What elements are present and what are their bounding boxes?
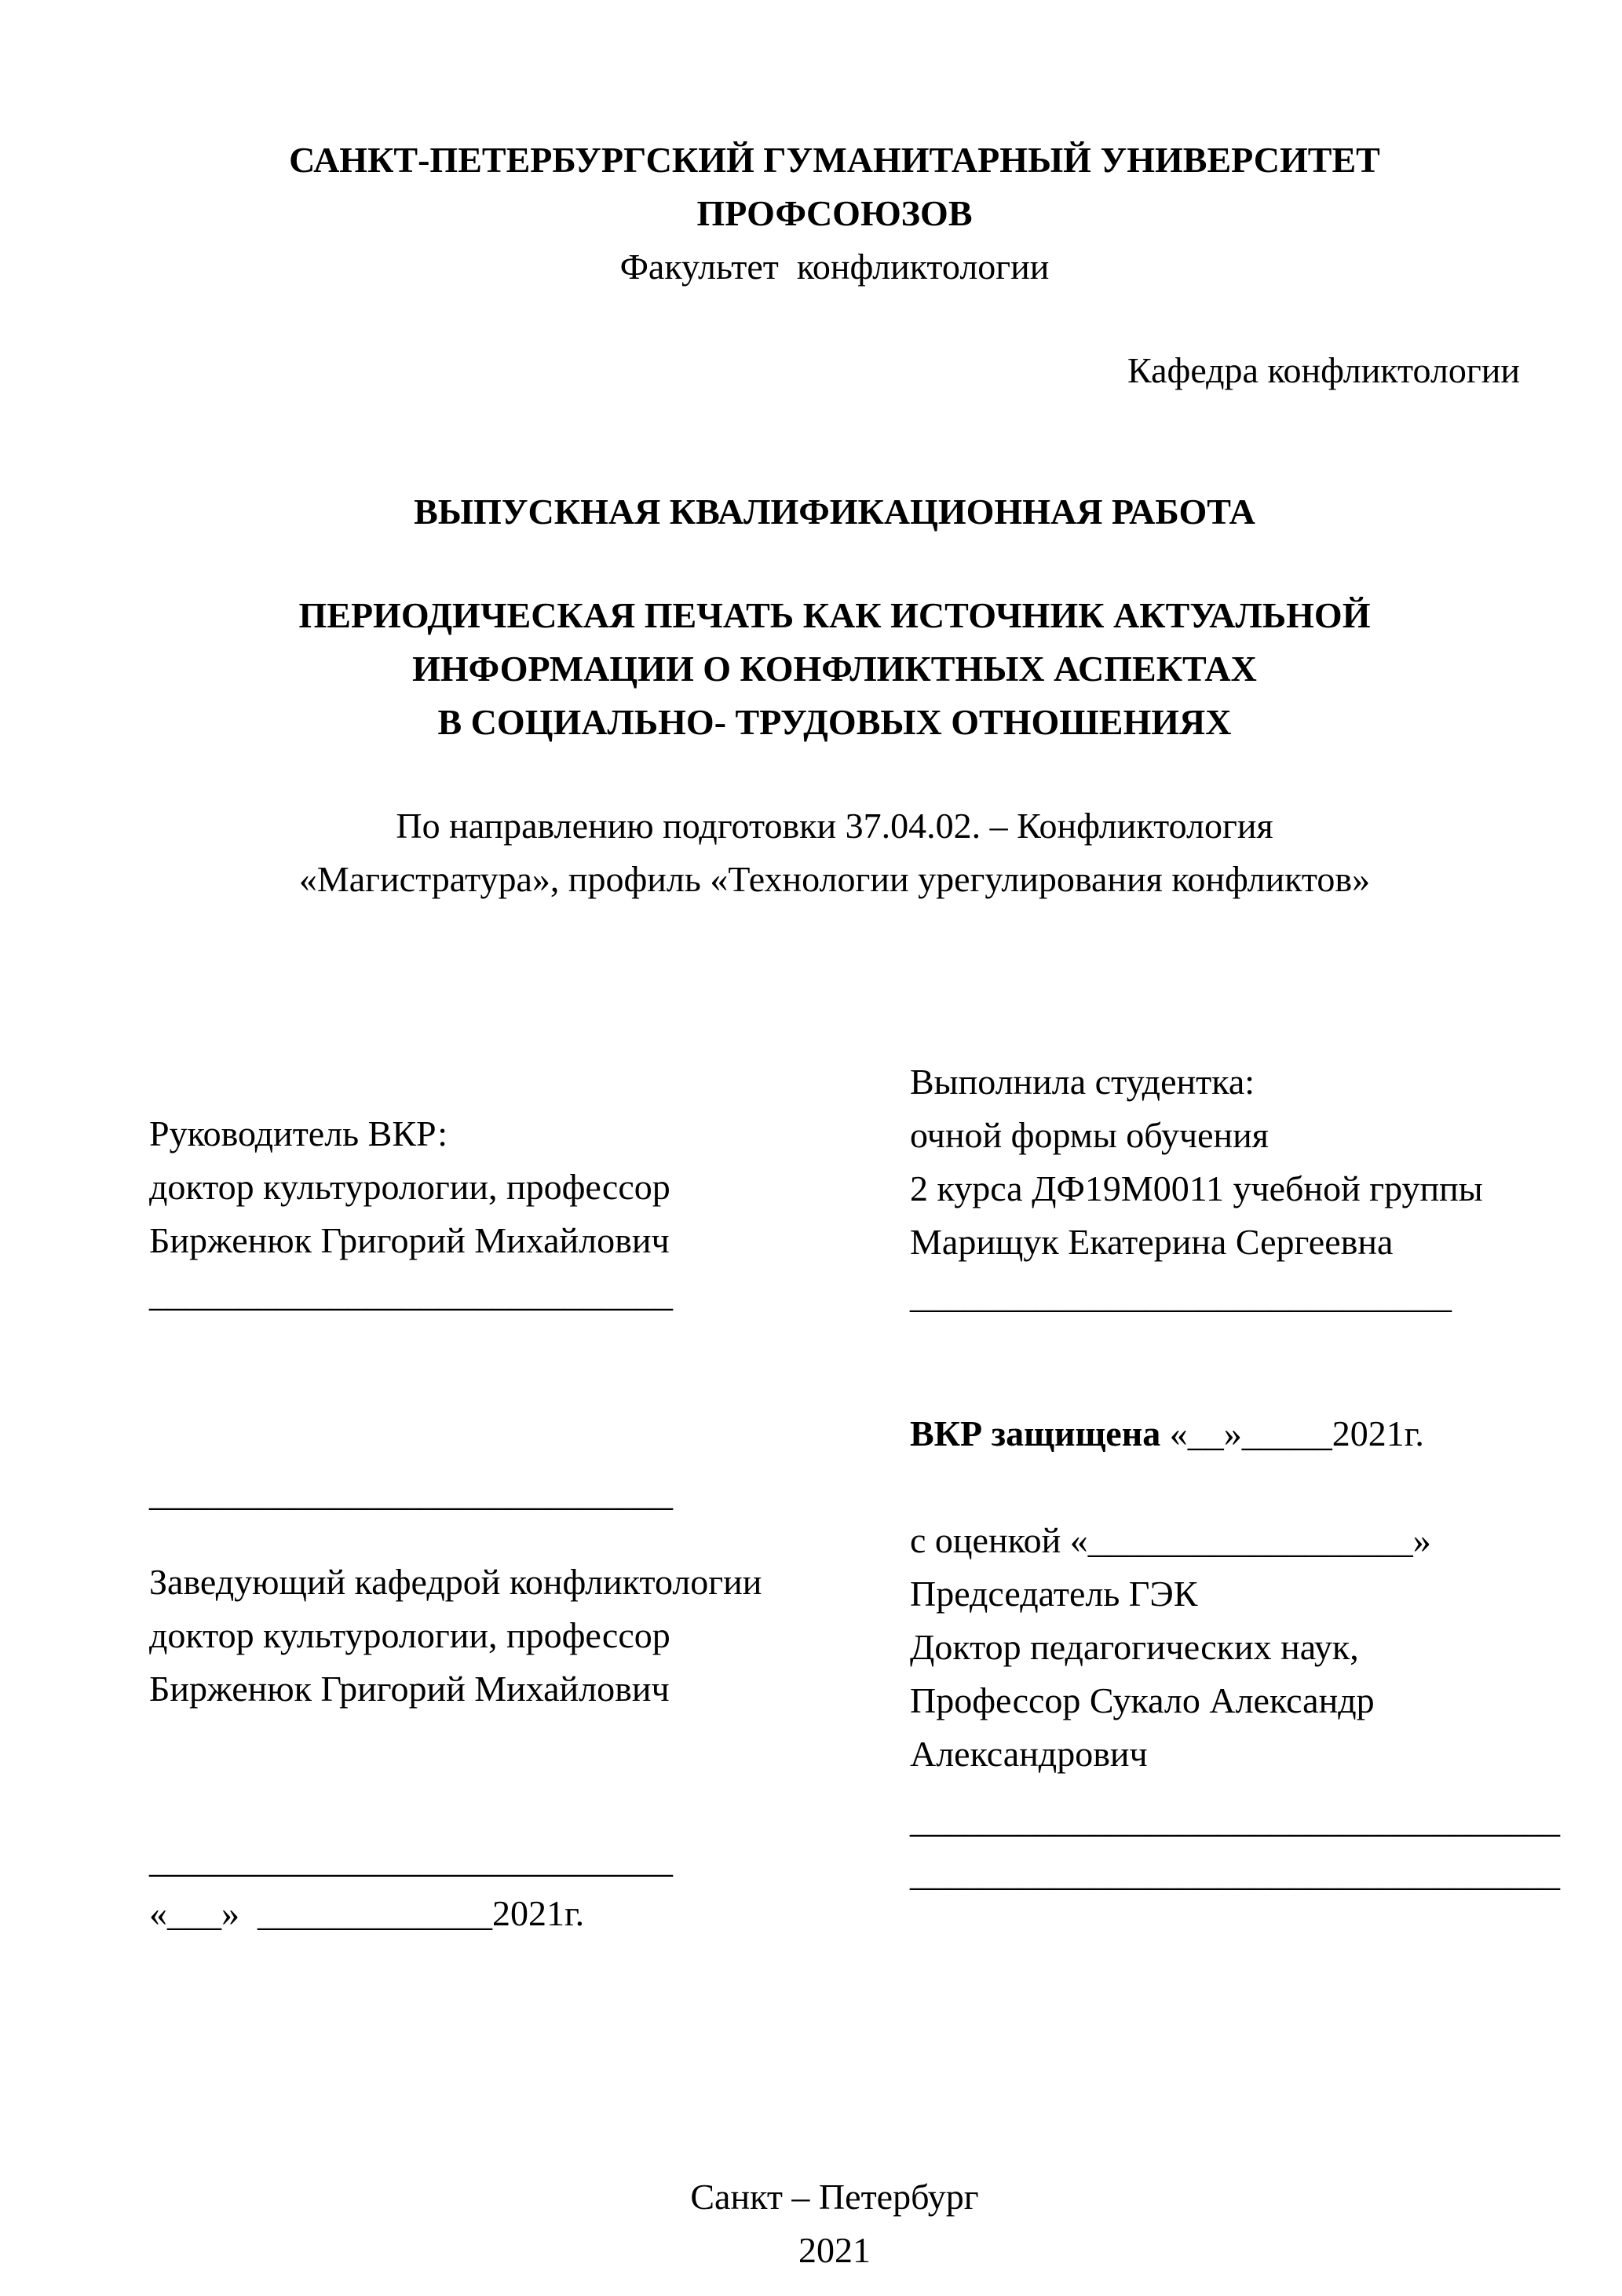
head-name: Бирженюк Григорий Михайлович — [149, 1669, 670, 1709]
right-column — [910, 1055, 1560, 1900]
university-name: САНКТ-ПЕТЕРБУРГСКИЙ ГУМАНИТАРНЫЙ УНИВЕРСИТЕТ ПРОФСОЮЗОВ — [289, 140, 1380, 233]
supervisor-label: Руководитель ВКР: — [149, 1113, 448, 1153]
study-direction — [149, 799, 1520, 906]
student-group: 2 курса ДФ19М0011 учебной группы — [910, 1168, 1483, 1208]
supervisor-signature-line: _____________________________ — [149, 1274, 673, 1314]
head-label: Заведующий кафедрой конфликтологии — [149, 1562, 762, 1602]
head-degree: доктор культурологии, профессор — [149, 1615, 670, 1655]
chairman-signature-line-2: ____________________________________ — [910, 1853, 1560, 1893]
chairman-name-line-2: Александрович — [910, 1734, 1148, 1774]
chairman-signature-line-1: ____________________________________ — [910, 1800, 1560, 1840]
direction-line-2: «Магистратура», профиль «Технологии урегулирования конфликтов» — [298, 859, 1371, 899]
head-signature-line: _____________________________ — [149, 1473, 673, 1513]
thesis-title-line-3: В СОЦИАЛЬНО- ТРУДОВЫХ ОТНОШЕНИЯХ — [437, 702, 1232, 742]
student-signature-line: ______________________________ — [910, 1275, 1452, 1315]
footer-year: 2021 — [798, 2230, 871, 2270]
faculty-name: Факультет конфликтологии — [619, 247, 1050, 287]
left-column — [149, 1055, 910, 1940]
head-signature-line-2: _____________________________ — [149, 1840, 673, 1880]
chairman-label: Председатель ГЭК — [910, 1574, 1198, 1614]
student-form: очной формы обучения — [910, 1115, 1269, 1155]
thesis-title-line-2: ИНФОРМАЦИИ О КОНФЛИКТНЫХ АСПЕКТАХ — [412, 649, 1257, 689]
footer — [149, 2170, 1520, 2277]
direction-line-1: По направлению подготовки 37.04.02. – Конфликтология — [396, 806, 1273, 846]
student-label: Выполнила студентка: — [910, 1062, 1255, 1102]
work-type-heading: ВЫПУСКНАЯ КВАЛИФИКАЦИОННАЯ РАБОТА — [414, 492, 1255, 532]
chairman-degree: Доктор педагогических наук, — [910, 1627, 1359, 1667]
defended-line — [910, 1407, 1560, 1461]
grade-line: с оценкой «__________________» — [910, 1520, 1431, 1560]
thesis-title-line-1: ПЕРИОДИЧЕСКАЯ ПЕЧАТЬ КАК ИСТОЧНИК АКТУАЛЬНОЙ — [298, 595, 1371, 635]
signature-columns — [149, 1055, 1560, 1940]
left-date-line: «___» _____________2021г. — [149, 1893, 585, 1933]
thesis-title — [149, 589, 1520, 749]
supervisor-degree: доктор культурологии, профессор — [149, 1167, 670, 1207]
defended-label: ВКР защищена — [910, 1413, 1161, 1453]
chairman-name-line-1: Профессор Сукало Александр — [910, 1680, 1375, 1720]
footer-city: Санкт – Петербург — [690, 2177, 979, 2217]
defended-date: «__»_____2021г. — [1169, 1413, 1424, 1453]
student-name: Марищук Екатерина Сергеевна — [910, 1222, 1394, 1262]
department-name: Кафедра конфликтологии — [1127, 350, 1520, 390]
supervisor-name: Бирженюк Григорий Михайлович — [149, 1220, 670, 1260]
